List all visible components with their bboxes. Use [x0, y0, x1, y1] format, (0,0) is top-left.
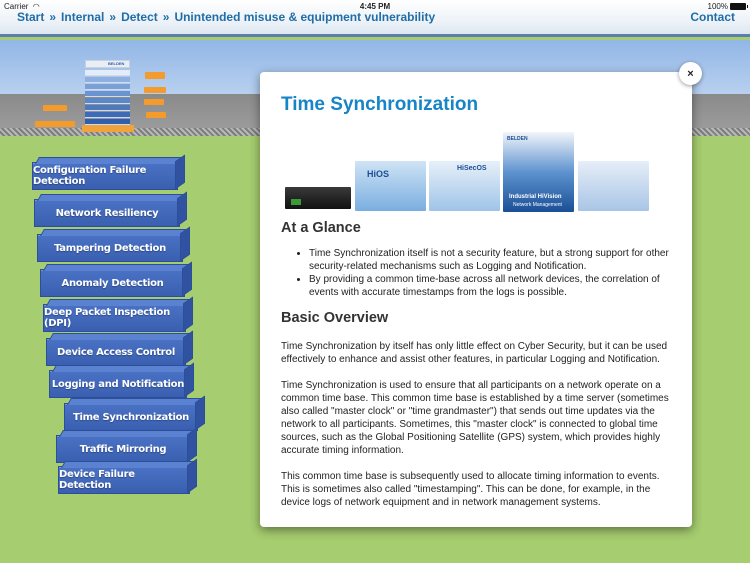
- block-label: Deep Packet Inspection (DPI): [44, 307, 170, 329]
- mini-layer: [85, 91, 130, 97]
- overview-paragraph: Time Synchronization by itself has only little effect on Cyber Security, but it can be used effectively to enhance and assist other features, in particular Logging and Notification.: [281, 341, 668, 365]
- overview-paragraph: Time Synchronization is used to ensure that all participants on a network operate on a common time base. This common time base is established by a time server (sometimes also called "master clock" or "time grandmaster") that sends out time updates via the network to all participants. Sometimes, this "master clock" is connected to global time sources, such as the Global Positioning Satellite (GPS) system, which provides highly accurate timing information.: [281, 380, 669, 456]
- block-tampering-detection[interactable]: [37, 234, 183, 262]
- breadcrumb-internal[interactable]: Internal: [61, 10, 105, 24]
- block-label: Tampering Detection: [54, 242, 166, 254]
- breadcrumb-detect[interactable]: Detect: [121, 10, 158, 24]
- wifi-icon: ◠: [32, 2, 40, 11]
- mini-label-tag[interactable]: [144, 87, 166, 93]
- battery-percent: 100%: [707, 2, 728, 11]
- image-sublabel: Network Management: [513, 202, 562, 208]
- close-icon: ×: [687, 67, 694, 80]
- mini-tower-top: [85, 60, 130, 68]
- glance-bullet: • Time Synchronization itself is not a security feature, but a strong support for other security-related mechanisms such as Logging and Notification.: [309, 247, 673, 273]
- glance-heading: At a Glance: [281, 220, 361, 236]
- mini-layer: [85, 112, 130, 118]
- mini-tower-base: [82, 125, 134, 132]
- glance-list: [309, 247, 673, 299]
- mini-label-tag[interactable]: [43, 105, 67, 111]
- block-anomaly-detection[interactable]: [40, 269, 185, 297]
- breadcrumb-current[interactable]: Unintended misuse & equipment vulnerability: [174, 10, 436, 24]
- breadcrumb-separator: »: [49, 10, 57, 24]
- mini-layer: [85, 84, 130, 90]
- overview-paragraph-faded: [281, 521, 673, 527]
- breadcrumb: [17, 10, 435, 24]
- breadcrumb-separator: »: [109, 10, 117, 24]
- image-label: HiOS: [367, 169, 390, 179]
- block-label: Traffic Mirroring: [79, 443, 167, 455]
- detail-modal: [260, 72, 692, 527]
- product-image-switch: [578, 161, 649, 211]
- breadcrumb-separator: »: [162, 10, 170, 24]
- mini-label-tag[interactable]: [145, 72, 165, 79]
- mini-label-tag[interactable]: [144, 99, 164, 105]
- clock: 4:45 PM: [359, 2, 391, 11]
- header-bar: [0, 0, 750, 37]
- overview-heading: Basic Overview: [281, 310, 389, 326]
- modal-title: Time Synchronization: [281, 94, 479, 115]
- mini-layer: [85, 70, 130, 76]
- block-label: Network Resiliency: [55, 207, 159, 219]
- mini-label-tag[interactable]: [146, 112, 166, 118]
- block-label: Device Access Control: [56, 346, 176, 358]
- carrier-text: Carrier: [4, 2, 29, 11]
- glance-bullet: • By providing a common time-base across all network devices, the correlation of events with accurate timestamps from the logs is possible.: [309, 273, 673, 299]
- breadcrumb-start[interactable]: Start: [17, 10, 45, 24]
- mini-layer: [85, 105, 130, 111]
- block-time-synchronization[interactable]: [64, 403, 198, 431]
- product-images: [281, 132, 673, 212]
- block-device-failure-detection[interactable]: [58, 466, 190, 494]
- close-modal-button[interactable]: [679, 62, 702, 85]
- block-label: Time Synchronization: [73, 411, 189, 423]
- image-label: BELDEN: [507, 136, 528, 142]
- product-image-industrial-hivision: [503, 132, 574, 212]
- product-image-device: [285, 187, 351, 209]
- product-image-hios: [355, 161, 426, 211]
- image-label: HiSecOS: [457, 165, 487, 172]
- overview-paragraph: This common time base is subsequently used to allocate timing information to events. This is sometimes also called "timestamping". This can be done, for example, in the device logs of network equipment and in network management systems.: [281, 471, 660, 508]
- mini-tower-overview[interactable]: [82, 60, 134, 132]
- image-label: Industrial HiVision: [509, 194, 562, 200]
- block-label: Logging and Notification: [51, 378, 185, 390]
- block-label: Configuration Failure Detection: [33, 165, 147, 187]
- product-image-hisecos: [429, 161, 500, 211]
- mini-label-tag[interactable]: [35, 121, 75, 127]
- mini-layer: [85, 77, 130, 83]
- mini-layer: [85, 98, 130, 104]
- block-label: Anomaly Detection: [61, 277, 164, 289]
- block-label: Device Failure Detection: [59, 469, 135, 491]
- contact-link[interactable]: Contact: [690, 10, 735, 24]
- block-network-resiliency[interactable]: [34, 199, 180, 227]
- block-configuration-failure-detection[interactable]: [32, 162, 178, 190]
- block-deep-packet-inspection[interactable]: [43, 304, 186, 332]
- block-logging-and-notification[interactable]: [49, 370, 187, 398]
- block-traffic-mirroring[interactable]: [56, 435, 190, 463]
- battery-icon: [730, 3, 746, 10]
- brand-label: BELDEN: [108, 61, 125, 66]
- modal-content[interactable]: [281, 94, 673, 527]
- block-device-access-control[interactable]: [46, 338, 186, 366]
